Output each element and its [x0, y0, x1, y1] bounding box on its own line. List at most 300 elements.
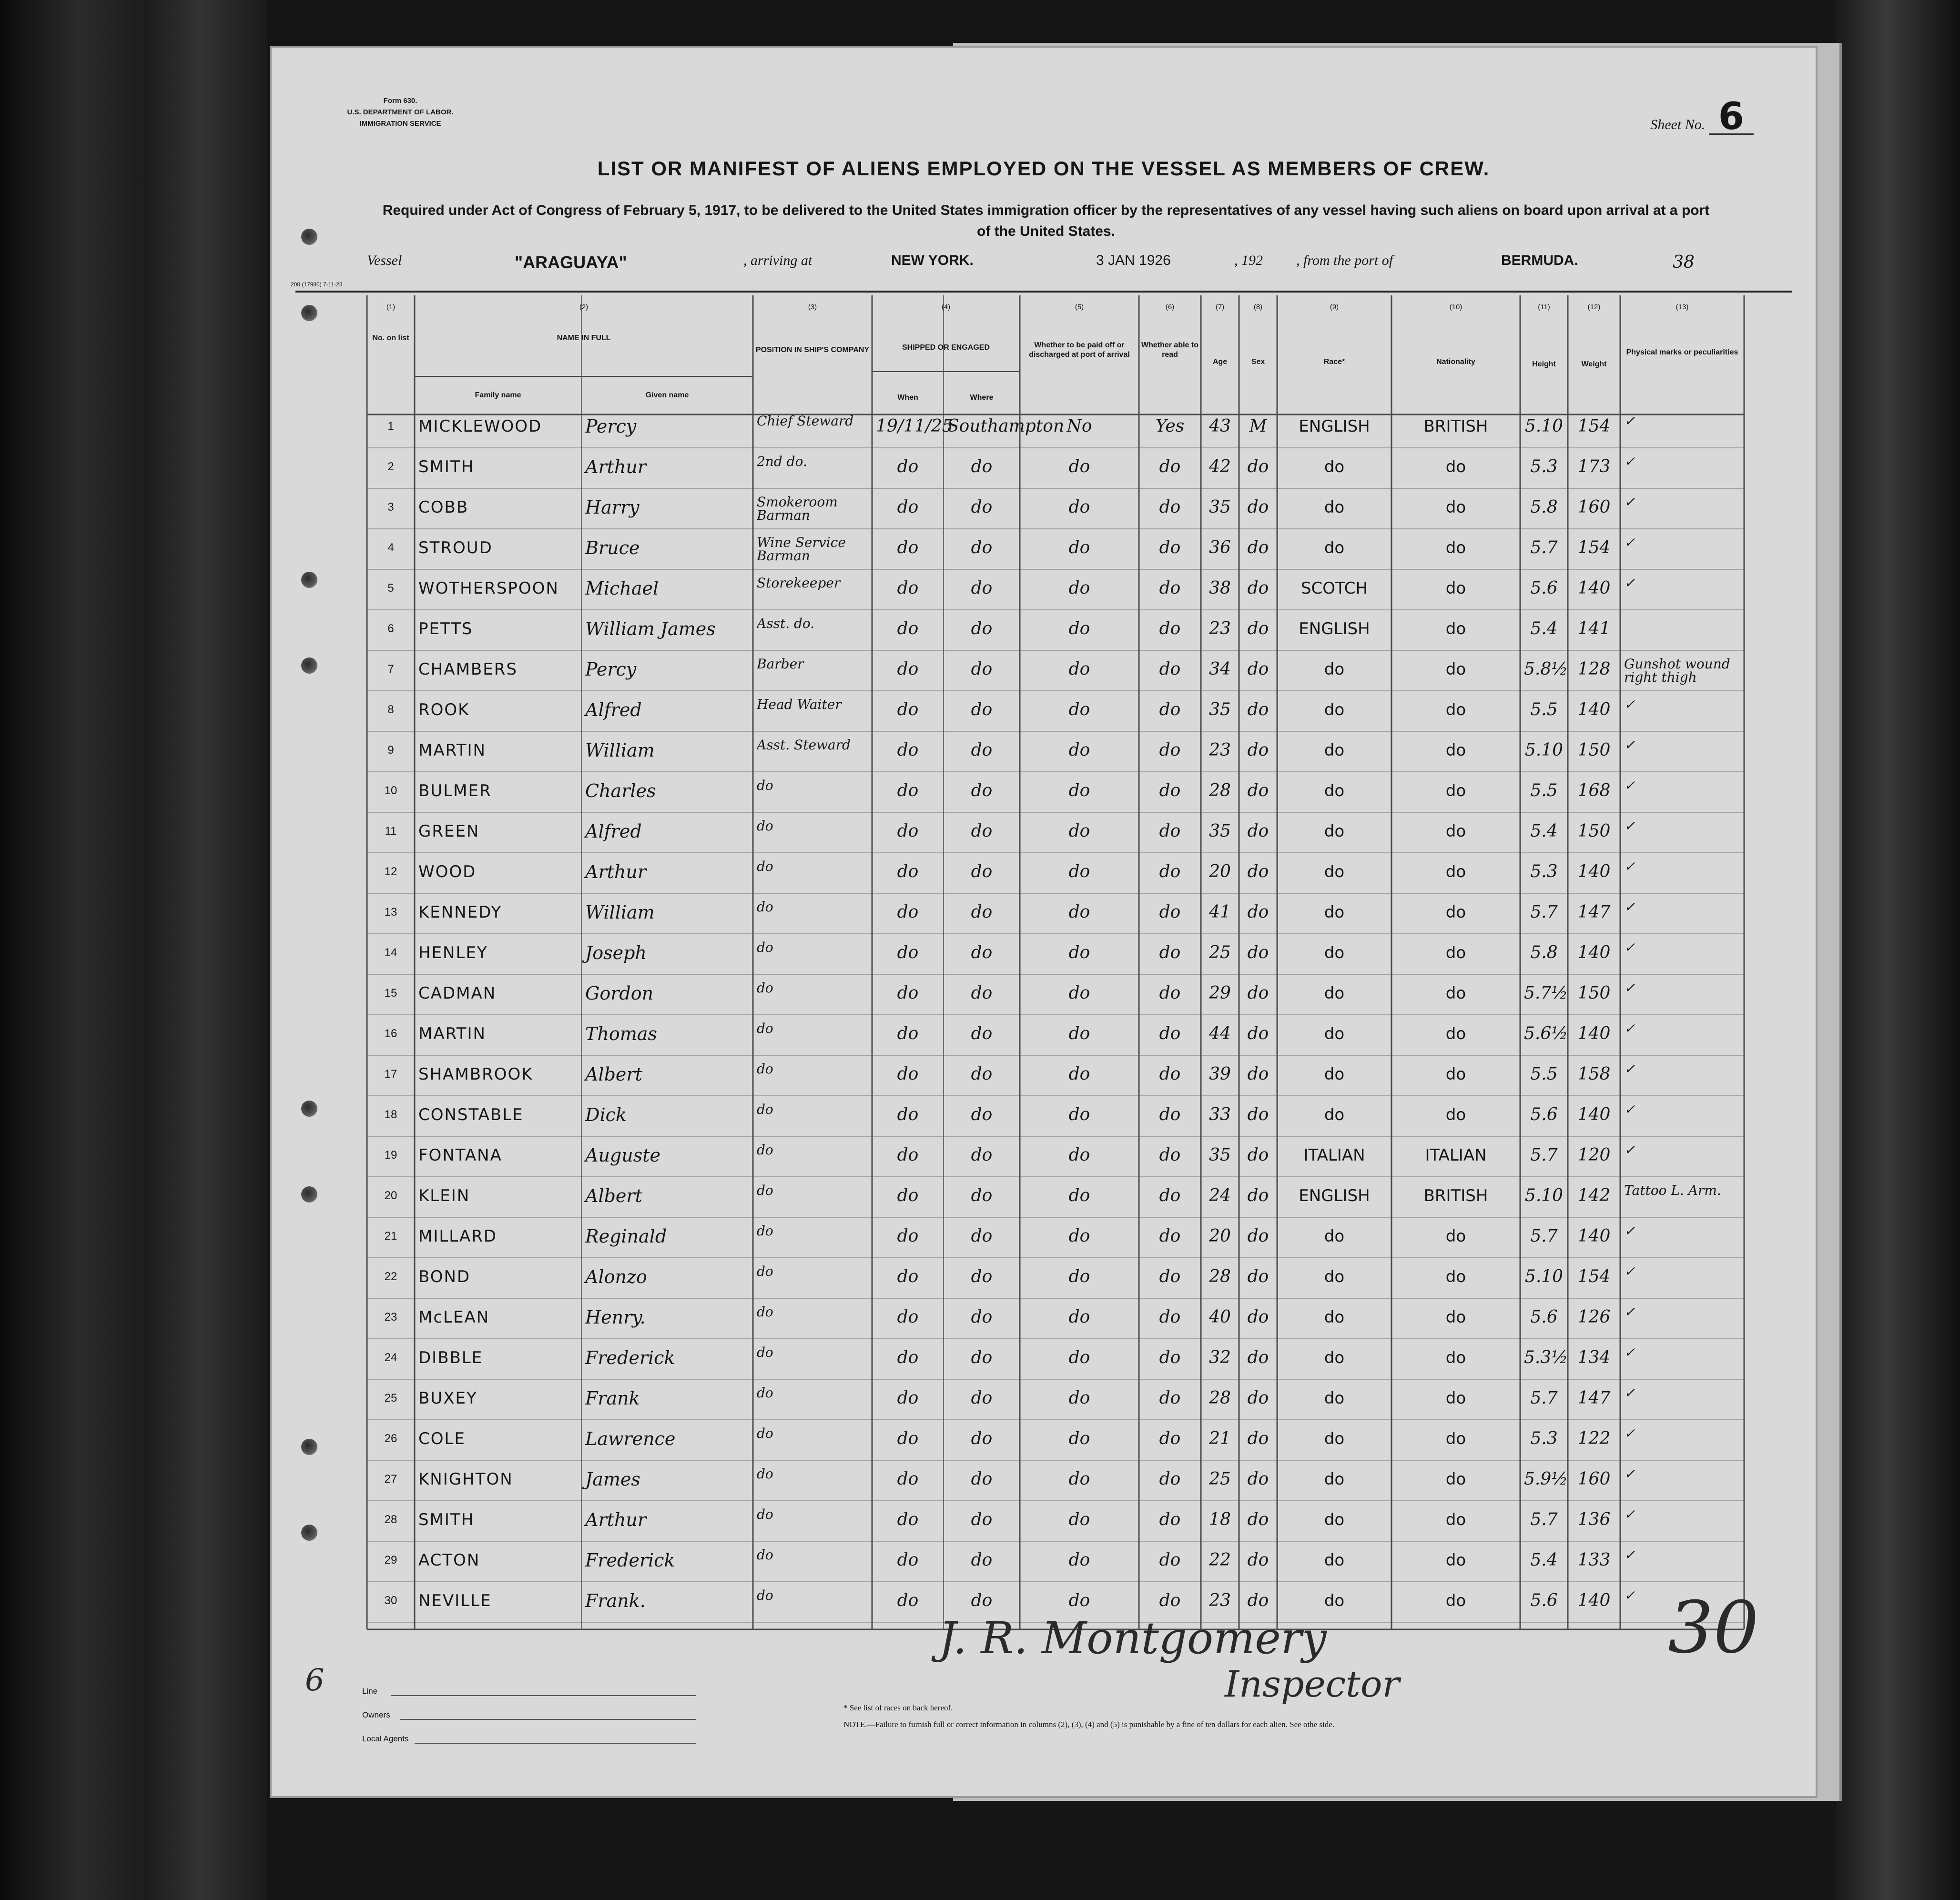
left-margin-mark: 6 — [305, 1663, 325, 1698]
cell-weight: 134 — [1577, 1348, 1611, 1367]
cell-family: MICKLEWOOD — [418, 417, 542, 436]
cell-nationality: do — [1445, 1429, 1466, 1448]
cell-age: 24 — [1209, 1186, 1231, 1205]
cell-age: 25 — [1209, 1469, 1231, 1489]
cell-when: do — [897, 1226, 919, 1246]
cell-race: ENGLISH — [1299, 417, 1370, 436]
cell-when: do — [897, 902, 919, 922]
cell-age: 23 — [1209, 740, 1231, 760]
cell-given: Alfred — [585, 821, 642, 842]
column-number: (11) — [1538, 303, 1550, 311]
cell-race: do — [1324, 1348, 1345, 1367]
cell-paid: No — [1066, 416, 1092, 436]
cell-race: do — [1324, 862, 1345, 881]
cell-race: ENGLISH — [1299, 1186, 1370, 1205]
cell-where: do — [971, 497, 993, 517]
col-header-race: Race* — [1323, 358, 1345, 366]
cell-position: Wine Service Barman — [757, 536, 846, 564]
cell-height: 5.6 — [1530, 1105, 1558, 1124]
tally-mark: 30 — [1668, 1587, 1759, 1669]
cell-read: do — [1159, 1105, 1181, 1124]
agents-label: Local Agents — [362, 1734, 409, 1743]
cell-age: 35 — [1209, 821, 1231, 841]
cell-height: 5.7 — [1530, 1226, 1558, 1246]
cell-height: 5.9½ — [1524, 1469, 1568, 1489]
cell-no: 16 — [384, 1027, 397, 1040]
cell-read: do — [1159, 1024, 1181, 1043]
cell-read: do — [1159, 1348, 1181, 1367]
cell-weight: 140 — [1577, 862, 1611, 881]
cell-no: 27 — [384, 1473, 397, 1486]
cell-where: do — [971, 1469, 993, 1489]
cell-nationality: do — [1445, 1510, 1466, 1529]
cell-given: Albert — [585, 1064, 642, 1085]
cell-no: 12 — [384, 865, 397, 878]
cell-nationality: BRITISH — [1423, 417, 1488, 436]
cell-nationality: do — [1445, 1024, 1466, 1043]
cell-race: do — [1324, 538, 1345, 557]
from-label: , from the port of — [1296, 253, 1393, 268]
cell-age: 36 — [1209, 538, 1231, 557]
cell-given: Charles — [585, 780, 656, 801]
cell-height: 5.10 — [1524, 1186, 1564, 1205]
cell-marks: ✓ — [1624, 900, 1635, 915]
vessel-name: "ARAGUAYA" — [515, 253, 627, 272]
cell-height: 5.5 — [1530, 781, 1558, 800]
cell-given: Michael — [585, 578, 659, 599]
cell-height: 5.10 — [1524, 740, 1564, 760]
column-number: (13) — [1676, 303, 1689, 311]
col-header-marks: Physical marks or peculiarities — [1626, 348, 1738, 356]
cell-age: 20 — [1209, 862, 1231, 881]
cell-race: do — [1324, 1308, 1345, 1327]
cell-where: Southampton — [947, 416, 1065, 436]
col-header-weight: Weight — [1581, 360, 1607, 368]
cell-position: do — [757, 1143, 773, 1158]
cell-no: 1 — [387, 420, 394, 433]
cell-paid: do — [1068, 1226, 1090, 1246]
cell-weight: 136 — [1577, 1510, 1611, 1529]
cell-paid: do — [1068, 983, 1090, 1003]
cell-where: do — [971, 1510, 993, 1529]
cell-given: James — [585, 1469, 640, 1490]
arrival-port: NEW YORK. — [891, 253, 974, 268]
cell-no: 18 — [384, 1108, 397, 1121]
cell-nationality: do — [1445, 822, 1466, 841]
cell-paid: do — [1068, 1591, 1090, 1610]
cell-given: William — [585, 902, 655, 923]
arriving-label: , arriving at — [743, 253, 812, 268]
cell-nationality: do — [1445, 903, 1466, 922]
cell-when: do — [897, 821, 919, 841]
column-number: (8) — [1253, 303, 1263, 311]
cell-no: 7 — [387, 663, 394, 676]
cell-marks: ✓ — [1624, 779, 1635, 793]
cell-nationality: do — [1445, 1591, 1466, 1610]
service-name: IMMIGRATION SERVICE — [359, 120, 441, 128]
owners-rule — [400, 1719, 696, 1720]
cell-nationality: ITALIAN — [1425, 1146, 1487, 1165]
cell-position: do — [757, 1427, 773, 1441]
print-code: 200 (17980) 7-11-23 — [291, 281, 343, 288]
cell-family: DIBBLE — [418, 1348, 483, 1367]
cell-position: do — [757, 1386, 773, 1401]
col-header-paid-off: Whether to be paid off or discharged at port of arrival — [1029, 341, 1130, 359]
cell-weight: 140 — [1577, 578, 1611, 598]
cell-family: ROOK — [418, 700, 470, 719]
page-title: LIST OR MANIFEST OF ALIENS EMPLOYED ON THE VESSEL AS MEMBERS OF CREW. — [597, 157, 1490, 180]
cell-family: COLE — [418, 1429, 466, 1448]
column-number: (10) — [1449, 303, 1462, 311]
cell-when: do — [897, 538, 919, 557]
inspector-title: Inspector — [1225, 1663, 1400, 1705]
cell-when: do — [897, 457, 919, 476]
cell-marks: ✓ — [1624, 1305, 1635, 1320]
cell-sex: do — [1247, 659, 1269, 679]
cell-paid: do — [1068, 862, 1090, 881]
cell-sex: do — [1247, 1307, 1269, 1327]
cell-no: 25 — [384, 1392, 397, 1405]
cell-given: William — [585, 740, 655, 761]
cell-marks: ✓ — [1624, 860, 1635, 874]
cell-age: 42 — [1209, 457, 1231, 476]
cell-marks: ✓ — [1624, 495, 1635, 510]
cell-no: 17 — [384, 1068, 397, 1081]
cell-position: do — [757, 981, 773, 996]
cell-race: do — [1324, 1470, 1345, 1489]
cell-paid: do — [1068, 497, 1090, 517]
cell-position: do — [757, 900, 773, 915]
cell-marks: Tattoo L. Arm. — [1624, 1184, 1721, 1198]
cell-family: KNIGHTON — [418, 1470, 513, 1489]
cell-when: do — [897, 862, 919, 881]
cell-when: do — [897, 1550, 919, 1570]
cell-sex: do — [1247, 1388, 1269, 1408]
cell-given: Percy — [585, 416, 637, 437]
cell-position: do — [757, 1022, 773, 1036]
cell-sex: do — [1247, 1591, 1269, 1610]
cell-age: 28 — [1209, 1267, 1231, 1286]
cell-age: 41 — [1209, 902, 1231, 922]
cell-weight: 140 — [1577, 1226, 1611, 1246]
cell-position: Asst. do. — [757, 617, 815, 631]
cell-position: do — [757, 1184, 773, 1198]
cell-where: do — [971, 457, 993, 476]
cell-read: do — [1159, 983, 1181, 1003]
cell-family: STROUD — [418, 538, 493, 557]
cell-position: do — [757, 1103, 773, 1117]
cell-when: do — [897, 1388, 919, 1408]
cell-given: Albert — [585, 1185, 642, 1206]
cell-where: do — [971, 1348, 993, 1367]
cell-race: do — [1324, 498, 1345, 517]
cell-paid: do — [1068, 821, 1090, 841]
cell-marks: Gunshot wound right thigh — [1624, 657, 1730, 685]
cell-age: 39 — [1209, 1064, 1231, 1084]
cell-position: Storekeeper — [757, 576, 841, 591]
cell-position: do — [757, 860, 773, 874]
cell-nationality: do — [1445, 984, 1466, 1003]
col-header-nationality: Nationality — [1436, 358, 1475, 366]
cell-when: do — [897, 740, 919, 760]
col-header-where: Where — [970, 394, 994, 402]
cell-where: do — [971, 1429, 993, 1448]
cell-nationality: do — [1445, 1105, 1466, 1124]
cell-age: 29 — [1209, 983, 1231, 1003]
cell-family: ACTON — [418, 1551, 480, 1570]
cell-age: 34 — [1209, 659, 1231, 679]
cell-read: do — [1159, 1550, 1181, 1570]
cell-family: SMITH — [418, 1510, 475, 1529]
cell-paid: do — [1068, 1145, 1090, 1165]
cell-race: do — [1324, 903, 1345, 922]
cell-when: do — [897, 1307, 919, 1327]
cell-no: 2 — [387, 460, 394, 473]
cell-where: do — [971, 781, 993, 800]
cell-when: do — [897, 1510, 919, 1529]
cell-weight: 140 — [1577, 700, 1611, 719]
cell-nationality: do — [1445, 700, 1466, 719]
cell-age: 32 — [1209, 1348, 1231, 1367]
cell-given: Reginald — [585, 1226, 667, 1247]
cell-family: CHAMBERS — [418, 660, 518, 679]
cell-family: SMITH — [418, 457, 475, 476]
cell-height: 5.6 — [1530, 1307, 1558, 1327]
cell-position: do — [757, 1224, 773, 1239]
column-number: (6) — [1165, 303, 1175, 311]
col-header-able-read: Whether able to read — [1141, 341, 1198, 359]
cell-given: Frederick — [585, 1550, 675, 1571]
cell-where: do — [971, 943, 993, 962]
cell-height: 5.6 — [1530, 578, 1558, 598]
cell-weight: 150 — [1577, 983, 1611, 1003]
cell-weight: 122 — [1577, 1429, 1611, 1448]
cell-no: 28 — [384, 1513, 397, 1526]
cell-height: 5.4 — [1530, 821, 1558, 841]
cell-marks: ✓ — [1624, 1548, 1635, 1563]
cell-marks: ✓ — [1624, 536, 1635, 550]
cell-nationality: do — [1445, 1267, 1466, 1286]
col-header-age: Age — [1212, 358, 1228, 366]
cell-paid: do — [1068, 619, 1090, 638]
cell-family: MARTIN — [418, 741, 486, 760]
cell-sex: do — [1247, 902, 1269, 922]
cell-race: do — [1324, 984, 1345, 1003]
cell-family: HENLEY — [418, 943, 488, 962]
cell-no: 13 — [384, 906, 397, 919]
cell-race: do — [1324, 1065, 1345, 1084]
cell-where: do — [971, 821, 993, 841]
cell-read: do — [1159, 1510, 1181, 1529]
cell-position: Head Waiter — [757, 698, 842, 712]
cell-where: do — [971, 1145, 993, 1165]
cell-family: CADMAN — [418, 984, 497, 1003]
cell-read: do — [1159, 619, 1181, 638]
departure-port: BERMUDA. — [1501, 253, 1578, 268]
cell-weight: 158 — [1577, 1064, 1611, 1084]
cell-nationality: do — [1445, 1065, 1466, 1084]
cell-sex: do — [1247, 457, 1269, 476]
cell-race: do — [1324, 822, 1345, 841]
cell-where: do — [971, 619, 993, 638]
cell-sex: do — [1247, 1469, 1269, 1489]
cell-paid: do — [1068, 1267, 1090, 1286]
cell-weight: 128 — [1577, 659, 1611, 679]
cell-height: 5.7 — [1530, 538, 1558, 557]
cell-no: 24 — [384, 1351, 397, 1364]
cell-marks: ✓ — [1624, 1346, 1635, 1360]
cell-given: Joseph — [585, 942, 647, 963]
cell-where: do — [971, 1186, 993, 1205]
cell-family: MILLARD — [418, 1227, 498, 1246]
cell-given: Bruce — [585, 537, 640, 558]
column-number: (12) — [1587, 303, 1601, 311]
form-number: Form 630. — [383, 97, 417, 105]
cell-given: Harry — [585, 497, 640, 518]
cell-no: 10 — [384, 784, 397, 797]
agents-rule — [415, 1743, 696, 1744]
cell-age: 18 — [1209, 1510, 1231, 1529]
cell-age: 44 — [1209, 1024, 1231, 1043]
cell-race: do — [1324, 660, 1345, 679]
cell-no: 21 — [384, 1230, 397, 1243]
cell-family: GREEN — [418, 822, 480, 841]
cell-weight: 147 — [1577, 902, 1611, 922]
cell-paid: do — [1068, 1186, 1090, 1205]
cell-paid: do — [1068, 1105, 1090, 1124]
cell-where: do — [971, 1105, 993, 1124]
cell-no: 19 — [384, 1149, 397, 1162]
date-stamp: 3 JAN 1926 — [1096, 253, 1171, 268]
cell-nationality: do — [1445, 741, 1466, 760]
cell-height: 5.8½ — [1524, 659, 1568, 679]
cell-position: do — [757, 941, 773, 955]
cell-position: 2nd do. — [757, 455, 807, 469]
cell-given: William James — [585, 618, 716, 639]
cell-sex: do — [1247, 983, 1269, 1003]
cell-marks: ✓ — [1624, 981, 1635, 996]
cell-where: do — [971, 740, 993, 760]
cell-marks: ✓ — [1624, 1022, 1635, 1036]
cell-race: do — [1324, 781, 1345, 800]
cell-position: do — [757, 1062, 773, 1077]
cell-read: do — [1159, 1469, 1181, 1489]
cell-read: do — [1159, 578, 1181, 598]
penalty-note: NOTE.—Failure to furnish full or correct information in columns (2), (3), (4) and (5) is punishable by a fine of ten dollars for each alien. See othe side. — [843, 1720, 1335, 1729]
column-number: (3) — [808, 303, 817, 311]
cell-paid: do — [1068, 943, 1090, 962]
cell-where: do — [971, 1267, 993, 1286]
cell-read: do — [1159, 1429, 1181, 1448]
cell-height: 5.10 — [1524, 416, 1564, 436]
cell-sex: do — [1247, 1145, 1269, 1165]
cell-where: do — [971, 1024, 993, 1043]
cell-when: do — [897, 1064, 919, 1084]
cell-no: 3 — [387, 501, 394, 514]
cell-weight: 140 — [1577, 1591, 1611, 1610]
cell-nationality: do — [1445, 1470, 1466, 1489]
cell-family: WOOD — [418, 862, 477, 881]
cell-when: do — [897, 1591, 919, 1610]
cell-paid: do — [1068, 1429, 1090, 1448]
cell-read: Yes — [1155, 416, 1185, 436]
cell-where: do — [971, 1307, 993, 1327]
cell-no: 5 — [387, 582, 394, 595]
cell-position: do — [757, 1548, 773, 1563]
cell-sex: M — [1249, 416, 1267, 436]
cell-when: do — [897, 1024, 919, 1043]
cell-when: do — [897, 1105, 919, 1124]
col-header-given-name: Given name — [645, 391, 689, 399]
cell-read: do — [1159, 943, 1181, 962]
cell-no: 22 — [384, 1270, 397, 1283]
cell-position: Chief Steward — [757, 414, 854, 429]
cell-height: 5.6½ — [1524, 1024, 1568, 1043]
column-number: (2) — [579, 303, 589, 311]
sheet-number: 6 — [1709, 100, 1754, 135]
cell-given: Alonzo — [585, 1266, 647, 1287]
cell-paid: do — [1068, 1024, 1090, 1043]
binder-left-edge — [0, 0, 267, 1900]
year-printed: , 192 — [1234, 253, 1263, 268]
cell-read: do — [1159, 538, 1181, 557]
cell-position: do — [757, 1346, 773, 1360]
cell-height: 5.7 — [1530, 1388, 1558, 1408]
cell-paid: do — [1068, 1348, 1090, 1367]
cell-sex: do — [1247, 1429, 1269, 1448]
cell-sex: do — [1247, 1267, 1269, 1286]
cell-sex: do — [1247, 1024, 1269, 1043]
cell-when: do — [897, 700, 919, 719]
cell-no: 8 — [387, 703, 394, 716]
cell-position: Barber — [757, 657, 804, 672]
cell-where: do — [971, 983, 993, 1003]
cell-read: do — [1159, 1307, 1181, 1327]
cell-weight: 126 — [1577, 1307, 1611, 1327]
cell-given: Henry. — [585, 1307, 646, 1328]
cell-height: 5.6 — [1530, 1591, 1558, 1610]
cell-weight: 168 — [1577, 781, 1611, 800]
column-number: (4) — [941, 303, 951, 311]
cell-read: do — [1159, 1064, 1181, 1084]
cell-when: do — [897, 1348, 919, 1367]
cell-race: do — [1324, 1227, 1345, 1246]
cell-position: Asst. Steward — [757, 738, 851, 753]
cell-age: 33 — [1209, 1105, 1231, 1124]
cell-marks: ✓ — [1624, 1224, 1635, 1239]
column-number: (1) — [386, 303, 396, 311]
cell-when: do — [897, 578, 919, 598]
col-header-no: No. on list — [372, 334, 409, 342]
cell-family: McLEAN — [418, 1308, 490, 1327]
cell-nationality: do — [1445, 943, 1466, 962]
manifest-page — [272, 48, 1816, 1796]
cell-marks: ✓ — [1624, 576, 1635, 591]
col-header-when: When — [897, 394, 918, 402]
cell-where: do — [971, 862, 993, 881]
line-label: Line — [362, 1687, 378, 1696]
cell-weight: 150 — [1577, 740, 1611, 760]
cell-given: Frank. — [585, 1590, 646, 1611]
cell-nationality: do — [1445, 538, 1466, 557]
page-reference: 38 — [1673, 253, 1695, 272]
cell-read: do — [1159, 1388, 1181, 1408]
cell-nationality: do — [1445, 781, 1466, 800]
cell-age: 20 — [1209, 1226, 1231, 1246]
cell-weight: 154 — [1577, 538, 1611, 557]
cell-position: do — [757, 1265, 773, 1279]
cell-height: 5.4 — [1530, 619, 1558, 638]
